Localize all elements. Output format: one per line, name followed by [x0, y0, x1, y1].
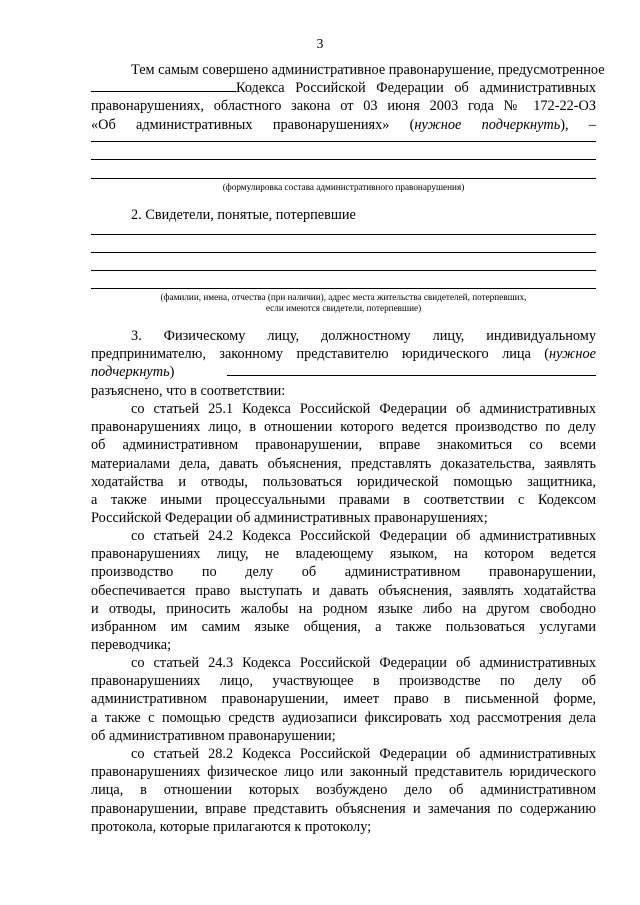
offense-paragraph — [91, 61, 605, 134]
article-25-1-paragraph: со статьей 25.1 Кодекса Российской Федерации об административных правонарушениях лицо, в отношении которого ведется производство по делу об административном правонарушении, вправе знакомиться со всеми материалами дела, давать объяснения, представлять доказательства, заявлять ходатайства и отводы, пользоваться юридической помощью защитника, а также иными процессуальными правами в соответствии с Кодексом Российской Федерации об административных правонарушениях; — [91, 401, 596, 527]
section-3-paragraph — [91, 327, 596, 400]
witness-line-blank-1[interactable] — [91, 234, 596, 235]
section-3-line-4: разъяснено, что в соответствии: — [91, 382, 286, 399]
article-blank[interactable] — [91, 79, 236, 92]
witness-line-blank-2[interactable] — [91, 252, 596, 253]
section-3-line-1: 3. Физическому лицу, должностному лицу, индивидуальному — [131, 328, 596, 344]
page-number: 3 — [316, 36, 324, 51]
witness-line-blank-4[interactable] — [91, 288, 596, 289]
offense-line-blank-1[interactable] — [91, 141, 596, 142]
offense-caption: (формулировка состава административного правонарушения) — [222, 182, 465, 192]
article-28-2-paragraph: со статьей 28.2 Кодекса Российской Федерации об административных правонарушениях физическое лицо или законный представитель юридического лица, в отношении которых возбуждено дело об административном правонарушении, вправе представить объяснения и замечания по содержанию протокола, которые прилагаются к протоколу; — [91, 746, 596, 835]
article-24-2-paragraph: со статьей 24.2 Кодекса Российской Федерации об административных правонарушениях лицу, не владеющему языком, на котором ведется производство по делу об административном правонарушении, обеспечивается право выступать и давать объяснения, заявлять ходатайства и отводы, приносить жалобы на родном языке либо на другом свободно избранном им самим языке общения, а также пользоваться услугами переводчика; — [91, 528, 596, 654]
offense-line-4: «Об административных правонарушениях» (нужное подчеркнуть), – — [91, 116, 597, 133]
section-2-heading: 2. Свидетели, понятые, потерпевшие — [131, 207, 356, 223]
offense-line-3: правонарушениях, областного закона от 03 июня 2003 года № 172-22-ОЗ — [91, 98, 596, 115]
offense-line-1: Тем самым совершено административное правонарушение, предусмотренное — [131, 62, 605, 78]
witness-caption: (фамилии, имена, отчества (при наличии), адрес места жительства свидетелей, потерпевших, если имеются свидетели, потерпевшие) — [160, 292, 527, 313]
person-name-blank[interactable] — [227, 375, 596, 376]
article-24-3-paragraph: со статьей 24.3 Кодекса Российской Федерации об административных правонарушениях лицо, участвующее в производстве по делу об административном правонарушении, имеет право в письменной форме, а также с помощью средств аудиозаписи фиксировать ход рассмотрения дела об административном правонарушении; — [91, 655, 596, 744]
section-3-line-3: подчеркнуть) — [91, 364, 175, 381]
offense-line-blank-2[interactable] — [91, 159, 596, 160]
witness-line-blank-3[interactable] — [91, 270, 596, 271]
offense-line-2: Кодекса Российской Федерации об административных — [91, 79, 596, 97]
offense-line-blank-3[interactable] — [91, 178, 596, 179]
section-3-line-2: предпринимателю, законному представителю юридического лица (нужное — [91, 346, 596, 363]
